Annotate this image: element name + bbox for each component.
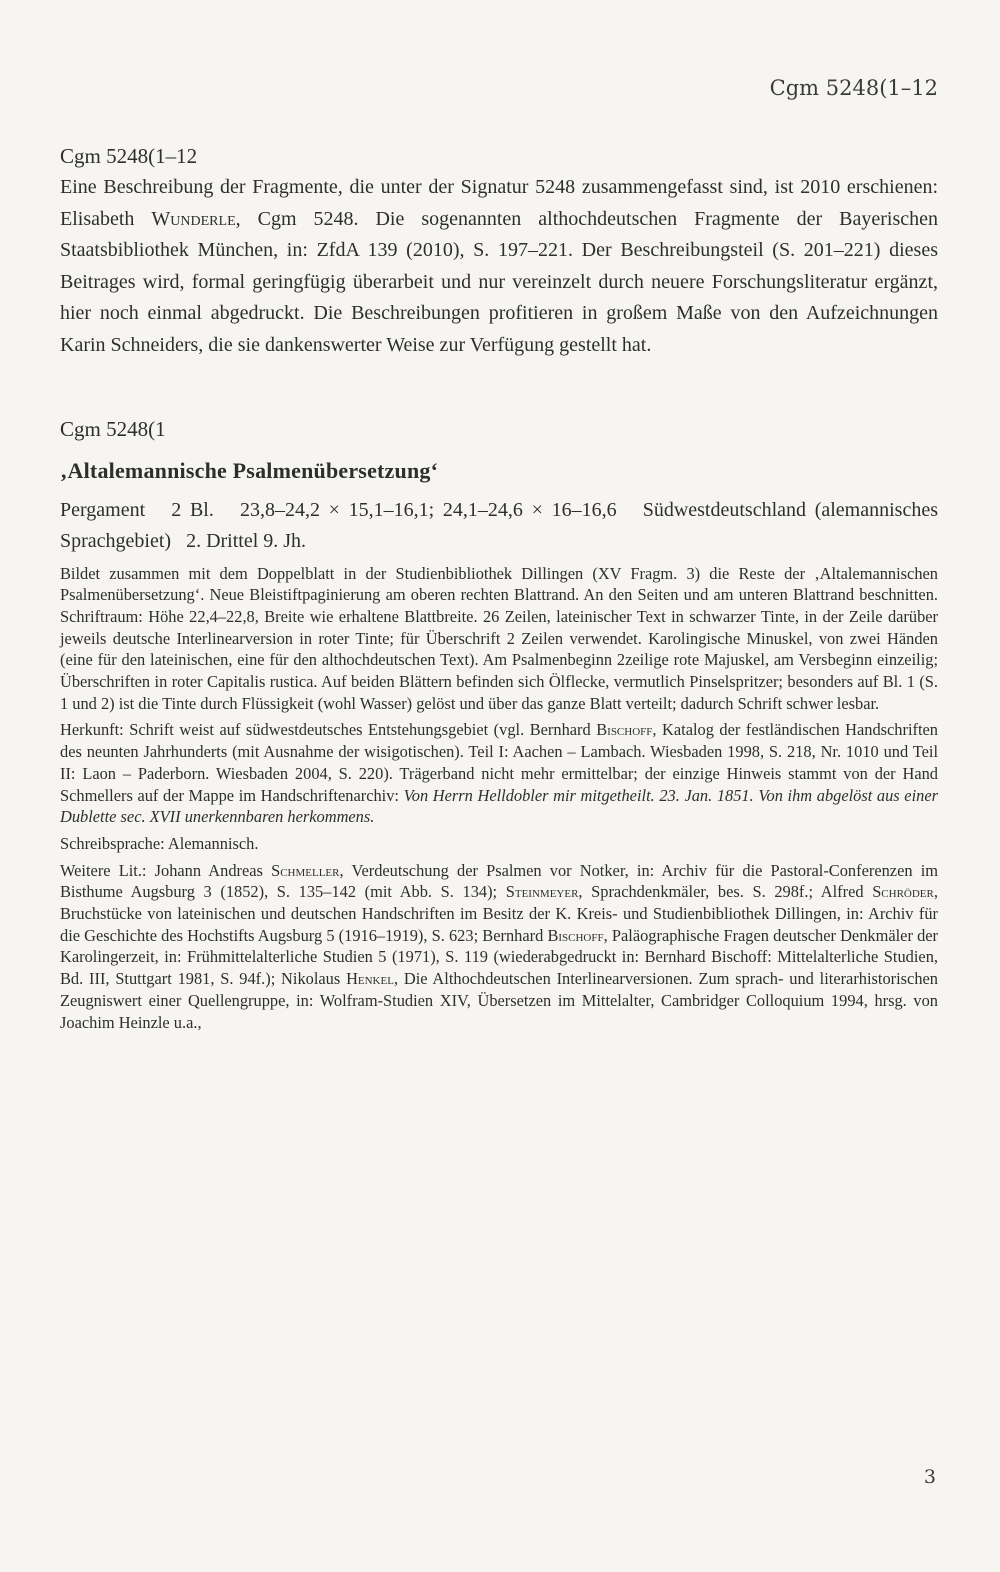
intro-text-b: , Cgm 5248. Die sogenannten althochdeutschen Fragmente der Bayerischen Staatsbibliothek München, in: ZfdA 139 (2010), S. 197–221. Der Beschreibungsteil (S. 201–221) dieses Beitrages wird, formal geringfügig überarbeit und nur vereinzelt durch neuere Forschungsliteratur ergänzt, hier noch einmal abgedruckt. Die Beschreibungen profitieren in großem Maße von den Aufzeichnungen Karin Schneiders, die sie dankenswerter Weise zur Verfügung gestellt hat. [60, 207, 938, 356]
author-bischoff-2: Bischoff [547, 925, 604, 945]
lit-text-6: , Die Althochdeutschen Interlinearversionen. Zum sprach- und literarhistorischen Zeugniswert einer Quellengruppe, in: Wolfram-Studien XIV, Übersetzen im Mittelalter, Cambridger Colloquium 1994, hrsg. von Joachim Heinzle u.a., [60, 969, 939, 1032]
manuscript-title: ‚Altalemannische Psalmenübersetzung‘ [60, 458, 439, 483]
lit-text-4: , Bruchstücke von lateinischen und deutschen Handschriften im Besitz der K. Kreis- und Studienbibliothek Dillingen, in: Archiv für die Geschichte des Hochstifts Augsburg 5 (1916–1919), S. 623; Bernhard [60, 882, 938, 945]
section-heading-cgm-5248-1-12: Cgm 5248(1–12 [60, 144, 198, 168]
author-bischoff: Bischoff [596, 720, 653, 740]
manuscript-description: Bildet zusammen mit dem Doppelblatt in der Studienbibliothek Dillingen (XV Fragm. 3) die Reste der ‚Altalemannischen Psalmenübersetzung‘. Neue Bleistiftpaginierung am oberen rechten Blattrand. An den Seiten und am unteren Blattrand beschnitten. Schriftraum: Höhe 22,4–22,8, Breite wie erhaltene Blattbreite. 26 Zeilen, lateinischer Text in schwarzer Tinte, in der Zeile darüber jeweils deutsche Interlinearversion in roter Tinte; für Überschrift 2 Zeilen verwendet. Karolingische Minuskel, von zwei Händen (eine für den lateinischen, eine für den althochdeutschen Text). Am Psalmenbeginn 2zeilige rote Majuskel, am Versbeginn einzeilig; Überschriften in roter Capitalis rustica. Auf beiden Blättern befinden sich Ölflecke, vermutlich Pinselspritzer; besonders auf Bl. 1 (S. 1 und 2) ist die Tinte durch Flüssigkeit (wohl Wasser) gelöst und über das ganze Blatt verteilt; dadurch Schrift schwer lesbar. [60, 563, 938, 713]
intro-text-a: Eine Beschreibung der Fragmente, die unter der Signatur 5248 zusammengefasst sind, ist 2010 erschienen: Elisabeth [60, 176, 938, 230]
schreibsprache-line: Schreibsprache: Alemannisch. [60, 833, 259, 853]
author-schmeller: Schmeller [271, 860, 340, 880]
schmeller-note-quote: Von Herrn Helldobler mir mitgetheilt. 23. Jan. 1851. Von ihm abgelöst aus einer Dublette sec. XVII unerkennbaren herkommens. [60, 785, 938, 827]
herkunft-paragraph [60, 719, 938, 828]
author-steinmeyer: Steinmeyer [505, 882, 579, 902]
running-head: Cgm 5248(1–12 [769, 76, 938, 100]
intro-paragraph [60, 172, 938, 361]
author-schroeder: Schröder [872, 882, 934, 902]
lit-text-2: , Verdeutschung der Psalmen vor Notker, in: Archiv für die Pastoral-Conferenzen im Bisthume Augsburg 3 (1852), S. 135–142 (mit Abb. S. 134); [60, 860, 938, 902]
literature-paragraph [60, 860, 938, 1034]
page-number: 3 [923, 1466, 936, 1488]
section-heading-cgm-5248-1: Cgm 5248(1 [60, 417, 166, 441]
page-content [60, 140, 943, 1033]
lit-text-5: , Paläographische Fragen deutscher Denkmäler der Karolingerzeit, in: Frühmittelalterliche Studien 5 (1971), S. 119 (wiederabgedruckt in: Bernhard Bischoff: Mittelalterliche Studien, Bd. III, Stuttgart 1981, S. 94f.); Nikolaus [60, 925, 938, 989]
author-henkel: Henkel [346, 969, 394, 989]
lit-text-1: Weitere Lit.: Johann Andreas [60, 860, 272, 880]
herkunft-text-a: Herkunft: Schrift weist auf südwestdeutsches Entstehungsgebiet (vgl. Bernhard [60, 720, 597, 740]
manuscript-metadata: Pergament 2 Bl. 23,8–24,2 × 15,1–16,1; 24,1–24,6 × 16–16,6 Südwestdeutschland (alemannisches Sprachgebiet) 2. Drittel 9. Jh. [60, 498, 943, 552]
herkunft-text-b: , Katalog der festländischen Handschriften des neunten Jahrhunderts (mit Ausnahme der wisigotischen). Teil I: Aachen – Lambach. Wiesbaden 1998, S. 218, Nr. 1010 und Teil II: Laon – Paderborn. Wiesbaden 2004, S. 220). Trägerband nicht mehr ermittelbar; der einzige Hinweis stammt von der Hand Schmellers auf der Mappe im Handschriftenarchiv: [60, 720, 938, 805]
lit-text-3: , Sprachdenkmäler, bes. S. 298f.; Alfred [578, 882, 873, 902]
author-wunderle: Wunderle [151, 207, 236, 230]
